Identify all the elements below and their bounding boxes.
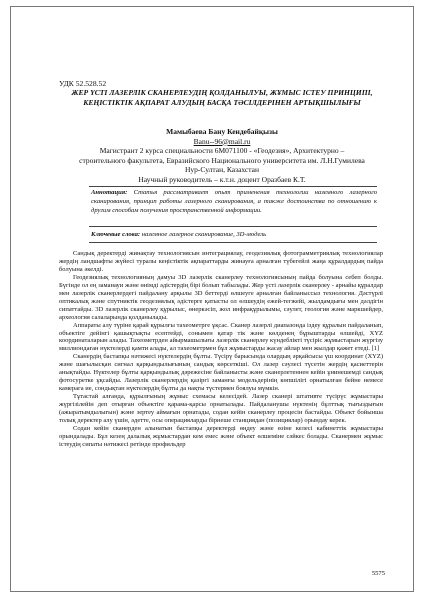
author-email[interactable]: Banu--96@mail.ru [193, 136, 251, 146]
paragraph: Сканердің бастапқы нәтижесі нүктелердің бұлты. Түсірү барысында олардың әрқайсысы үш координат (XYZ) және шағылысқан сигнал қарқындылығының сандық көрсеткіші. Ол лазер сәулесі түсетін жердің қасиеттерін анықтайды. Нүктелер бұлты қарқындылық дәрежесіне байланысты және сканерлетеннен кейін ұнинешемді сандық фотосуретке ұқсайды. Лазерлік сканерлердің қазіргі заманғы модельдерінің көпшілігі орнатылған бейне немесе камерага ие, сондықтан нүктелердің бұлты да нақты түстермен боялуы мүмкін. [59, 353, 383, 393]
paragraph: Аппараты алу түріне қарай құрылғы тахеометрге ұқсас. Сканер лазерлі диапазонда іздеу құралын пайдаланып, объектіге дейінгі қашықтықты есептейді, сонымен қатар тік және көлденең бұрыштарды өлшейді, XYZ координаталарын алады. Тахеометрден айырмашылығы лазерлік сканерлеу күндеблікті түсіріс жұмыстарын жүргізу миллиондаған нүктелерді қамти алады, ал тахеометрмен бұл жұмыстарды жасау айлар мен жылдар қажет етеді. [1] [59, 321, 383, 353]
udc-code: УДК 52.528.52 [59, 79, 107, 88]
page-number: 5575 [371, 570, 385, 577]
author-name: Мамыбаева Бану Кендебайқызы [166, 127, 278, 136]
abstract-top-rule [89, 186, 377, 187]
affiliation-line-1: Магистрант 2 курса специальности 6М071100 - «Геодезия», Архитектурно – [99, 146, 345, 156]
supervisor-line: Научный руководитель – к.т.н. доцент Оразбаев К.Т. [138, 174, 306, 184]
affiliation-line-3: Нур-Султан, Казахстан [185, 165, 259, 175]
affiliation-line-2: строительного факультета, Евразийского Национального университета им. Л.Н.Гумилева [79, 155, 365, 165]
abstract-text: Статья рассматривает опыт применения технологии наземного лазерного сканирования, принцип работы лазерного сканирования, а также достоинства по отношению к другим способам получения пространственной информации. [91, 189, 377, 214]
keywords-rule [89, 242, 377, 243]
author-block [61, 127, 383, 185]
paragraph: Тұтастай алғанда, құрылғының жұмыс схемасы келесідей. Лазер сканері штативте түсірүс жұмыстары жүргізілейін деп отырған объектіге қарама-қарсы орнатылады. Пайдаланушы нүктенің бұлттық тығыздығын (ажыратымдылығын) және зертеу аймағын орнатады, содан кейін сканерлеу процесін бастайды. Объект бойынша толық деректер алу үшін, әдетте, осы операцияларды бірнеше станциядан (позициялар) орындау керек. [59, 393, 383, 425]
keywords-label: Ключевые слова: [91, 231, 141, 238]
paper-title: ЖЕР ҮСТІ ЛАЗЕРЛІК СКАНЕРЛЕУДІҢ ҚОЛДАНЫЛУЫ, ЖҰМЫС ІСТЕУ ПРИНЦИПІ, КЕҢІСТІКТІК АҚПАРАТ АЛУДЫҢ БАСҚА ТӘСІЛДЕРІНЕН АРТЫҚШЫЛЫҒЫ [71, 88, 373, 107]
abstract [91, 189, 377, 215]
paragraph: Сандық деректерді жинақтау технологиясын интеграциялау, геодезиялық фотограмметриялық технологиялар жердің ландшафты жүйесі туралы кеңістіктік ақпараттарды жинауға арналған түбегейлі жаңа құралдардың пайда болуына әкелді. [59, 250, 383, 273]
keywords-text: наземное лазерное сканирование, 3D-модель [141, 231, 267, 238]
abstract-label: Аннотация: [91, 189, 128, 196]
body-text [59, 250, 383, 449]
paragraph: Содан кейін сканерден алынатын бастапқы деректерді өңдеу және өзіне келесі кабинеттік жұмыстары орындалады. Бұл кезең далалық жұмыстардан кем емес және объект өлшеміне сәйкес болады. Сканермен жұмыс істеудің сипаты нәтижесі ретінде профильдер [59, 424, 383, 448]
paragraph: Геодезиялық технологияның дамуы 3D лазерлік сканерлеу технологиясының пайда болуына себеп болды. Бүгінде ол ең заманауи және өнімді әдістердің бірі болып табылады. Жер үсті лазерлік сканерлеу - арнайы құралдар мен лазерлік сканерлердегі пайдалану арқылы 3D беттерді өлшеуге арналған байланыссыз технология. Дәстүрлі оптикалық және спутниктік геодезиялық әдістерге қатысты ол өлшеудің ежей-тегжейі, жылдамдығы мен дәлдігін сипаттайды. 3D лазерлік сканерлеу құрылыс, өнеркәсіп, жол инфрақұрылымы, сәулет, геология және маркшейдер, археология салаларында қолданылады. [59, 273, 383, 321]
document-page [10, 6, 414, 592]
abstract-bottom-rule [89, 226, 377, 227]
keywords [91, 231, 377, 238]
